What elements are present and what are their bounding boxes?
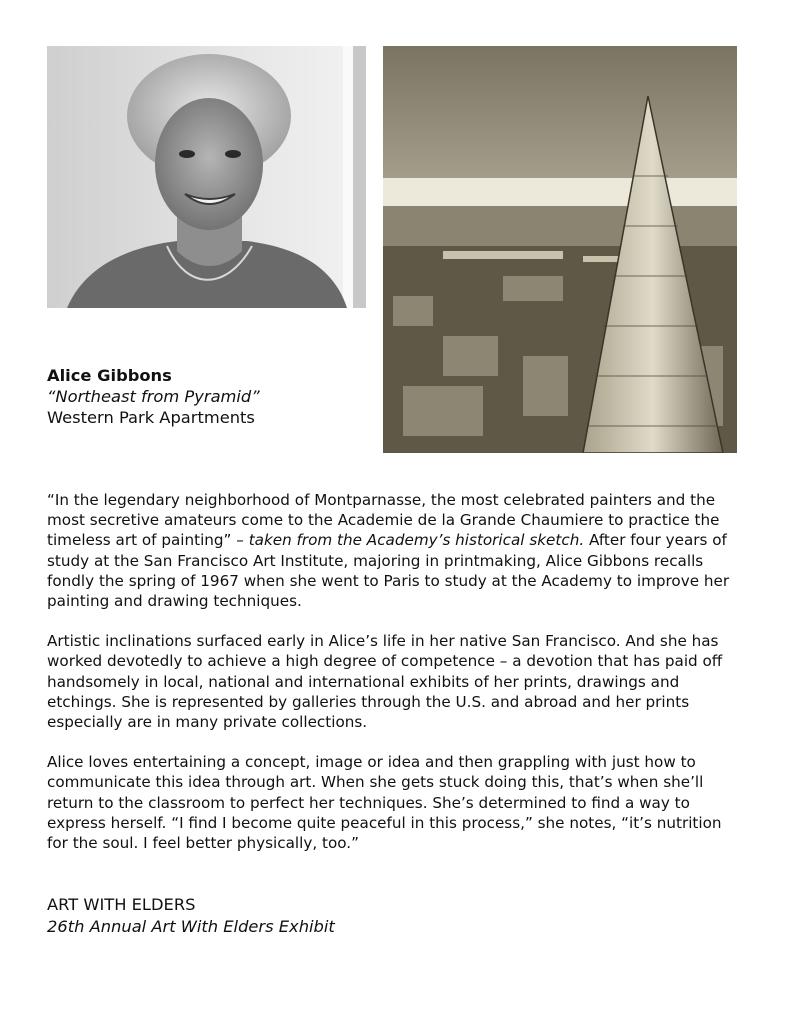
bio-paragraph-1 bbox=[47, 490, 747, 611]
bio-p1-italic-source: taken from the Academy’s historical sketch. bbox=[248, 531, 585, 550]
bio-p1-text-a: “In the legendary neighborhood of Montparnasse, the most celebrated painters and the most secretive amateurs come to the Academie de la Grande Chaumiere to practice the timeless art of painting” – bbox=[47, 491, 720, 550]
bio-paragraph-3: Alice loves entertaining a concept, image or idea and then grappling with just how to communicate this idea through art. When she gets stuck doing this, that’s when she’ll return to the classroom to perfect her techniques. She’s determined to find a way to express herself. “I find I become quite peaceful in this process,” she notes, “it’s nutrition for the soul. I feel better physically, too.” bbox=[47, 753, 722, 853]
bio-paragraph-2: Artistic inclinations surfaced early in Alice’s life in her native San Francisco. And she has worked devotedly to achieve a high degree of competence – a devotion that has paid off handsomely in local, national and international exhibits of her prints, drawings and etchings. She is represented by galleries through the U.S. and abroad and her prints especially are in many private collections. bbox=[47, 632, 723, 732]
artwork-caption bbox=[47, 365, 260, 428]
exhibit-footer bbox=[47, 894, 335, 938]
organization-name: ART WITH ELDERS bbox=[47, 895, 196, 914]
bio-p1-text-b: After four years of study at the San Francisco Art Institute, majoring in printmaking, Alice Gibbons recalls fondly the spring of 1967 when she went to Paris to study at the Academy to improve her painting and drawing techniques. bbox=[47, 531, 730, 611]
artist-name: Alice Gibbons bbox=[47, 366, 172, 385]
artist-biography bbox=[47, 490, 747, 873]
artwork-title: “Northeast from Pyramid” bbox=[47, 387, 260, 406]
artist-portrait-photo bbox=[47, 46, 366, 308]
artwork-pyramid-drawing bbox=[383, 46, 737, 453]
exhibit-name: 26th Annual Art With Elders Exhibit bbox=[47, 917, 335, 936]
artist-residence: Western Park Apartments bbox=[47, 408, 255, 427]
